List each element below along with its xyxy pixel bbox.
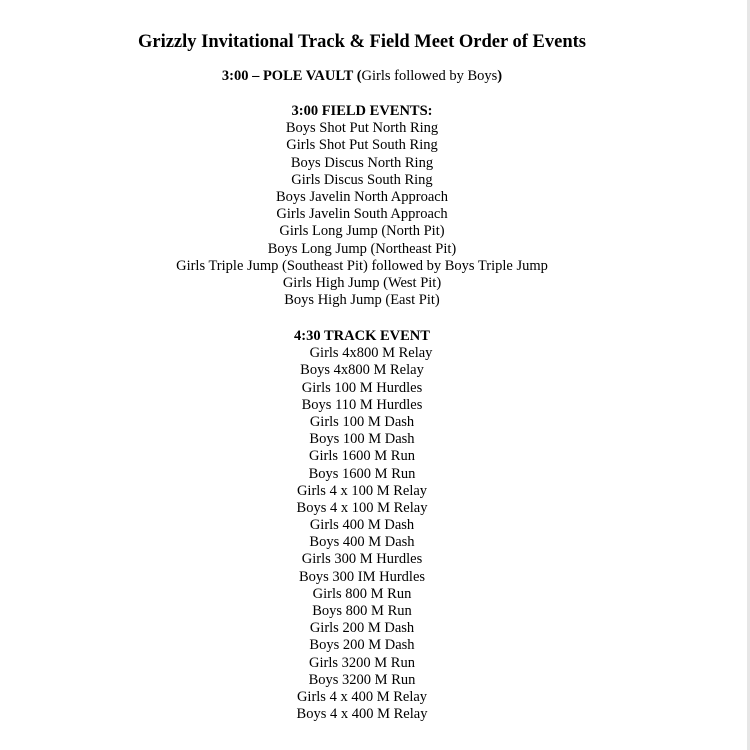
event-item: Girls 800 M Run bbox=[312, 585, 412, 602]
event-item: Girls High Jump (West Pit) bbox=[282, 274, 442, 291]
event-item: Boys 4x800 M Relay bbox=[300, 362, 424, 379]
event-item: Boys 800 M Run bbox=[312, 603, 412, 619]
event-item: Boys 300 IM Hurdles bbox=[298, 568, 426, 585]
event-item: Boys 4 x 400 M Relay bbox=[296, 706, 428, 723]
event-item: Girls 3200 M Run bbox=[309, 654, 415, 671]
track-events-heading: 4:30 TRACK EVENT bbox=[294, 328, 430, 344]
event-item: Girls 1600 M Run bbox=[309, 448, 415, 465]
event-item: Boys 3200 M Run bbox=[308, 671, 416, 688]
pole-vault-note: Girls followed by Boys bbox=[361, 68, 498, 84]
event-item: Girls 400 M Dash bbox=[309, 517, 415, 534]
event-item: Boys 1600 M Run bbox=[308, 465, 416, 482]
event-item: Girls 100 M Dash bbox=[309, 413, 415, 430]
event-item: Girls Triple Jump (Southeast Pit) followed by Boys Triple Jump bbox=[176, 257, 548, 274]
field-events-section bbox=[0, 103, 724, 309]
event-item: Boys 4 x 100 M Relay bbox=[296, 499, 428, 516]
event-item: Boys Discus North Ring bbox=[290, 154, 434, 171]
event-item: Boys Javelin North Approach bbox=[276, 188, 448, 205]
event-item: Boys Shot Put North Ring bbox=[285, 120, 439, 137]
field-events-heading: 3:00 FIELD EVENTS: bbox=[291, 103, 433, 119]
event-item: Girls Javelin South Approach bbox=[276, 206, 448, 223]
event-item: Girls 4x800 M Relay bbox=[309, 345, 433, 362]
pole-vault-line bbox=[0, 68, 724, 85]
event-item: Boys Long Jump (Northeast Pit) bbox=[267, 240, 457, 257]
pole-vault-close: ) bbox=[497, 68, 503, 84]
event-item: Boys 200 M Dash bbox=[309, 637, 415, 654]
event-item: Girls Discus South Ring bbox=[291, 171, 433, 188]
event-item: Girls Long Jump (North Pit) bbox=[279, 223, 445, 240]
event-item: Girls 300 M Hurdles bbox=[301, 551, 423, 568]
event-item: Girls 4 x 100 M Relay bbox=[296, 482, 428, 499]
event-item: Girls 4 x 400 M Relay bbox=[296, 688, 428, 705]
event-item: Girls 100 M Hurdles bbox=[301, 379, 423, 396]
pole-vault-time: 3:00 – POLE VAULT ( bbox=[221, 68, 362, 84]
event-item: Girls Shot Put South Ring bbox=[286, 137, 438, 154]
event-item: Boys High Jump (East Pit) bbox=[284, 292, 440, 309]
event-item: Boys 100 M Dash bbox=[309, 431, 415, 448]
event-item: Girls 200 M Dash bbox=[309, 620, 415, 637]
event-item: Boys 110 M Hurdles bbox=[301, 396, 423, 413]
event-item: Boys 400 M Dash bbox=[309, 534, 415, 551]
page-title: Grizzly Invitational Track & Field Meet Order of Events bbox=[137, 32, 587, 52]
track-events-section bbox=[0, 328, 724, 723]
